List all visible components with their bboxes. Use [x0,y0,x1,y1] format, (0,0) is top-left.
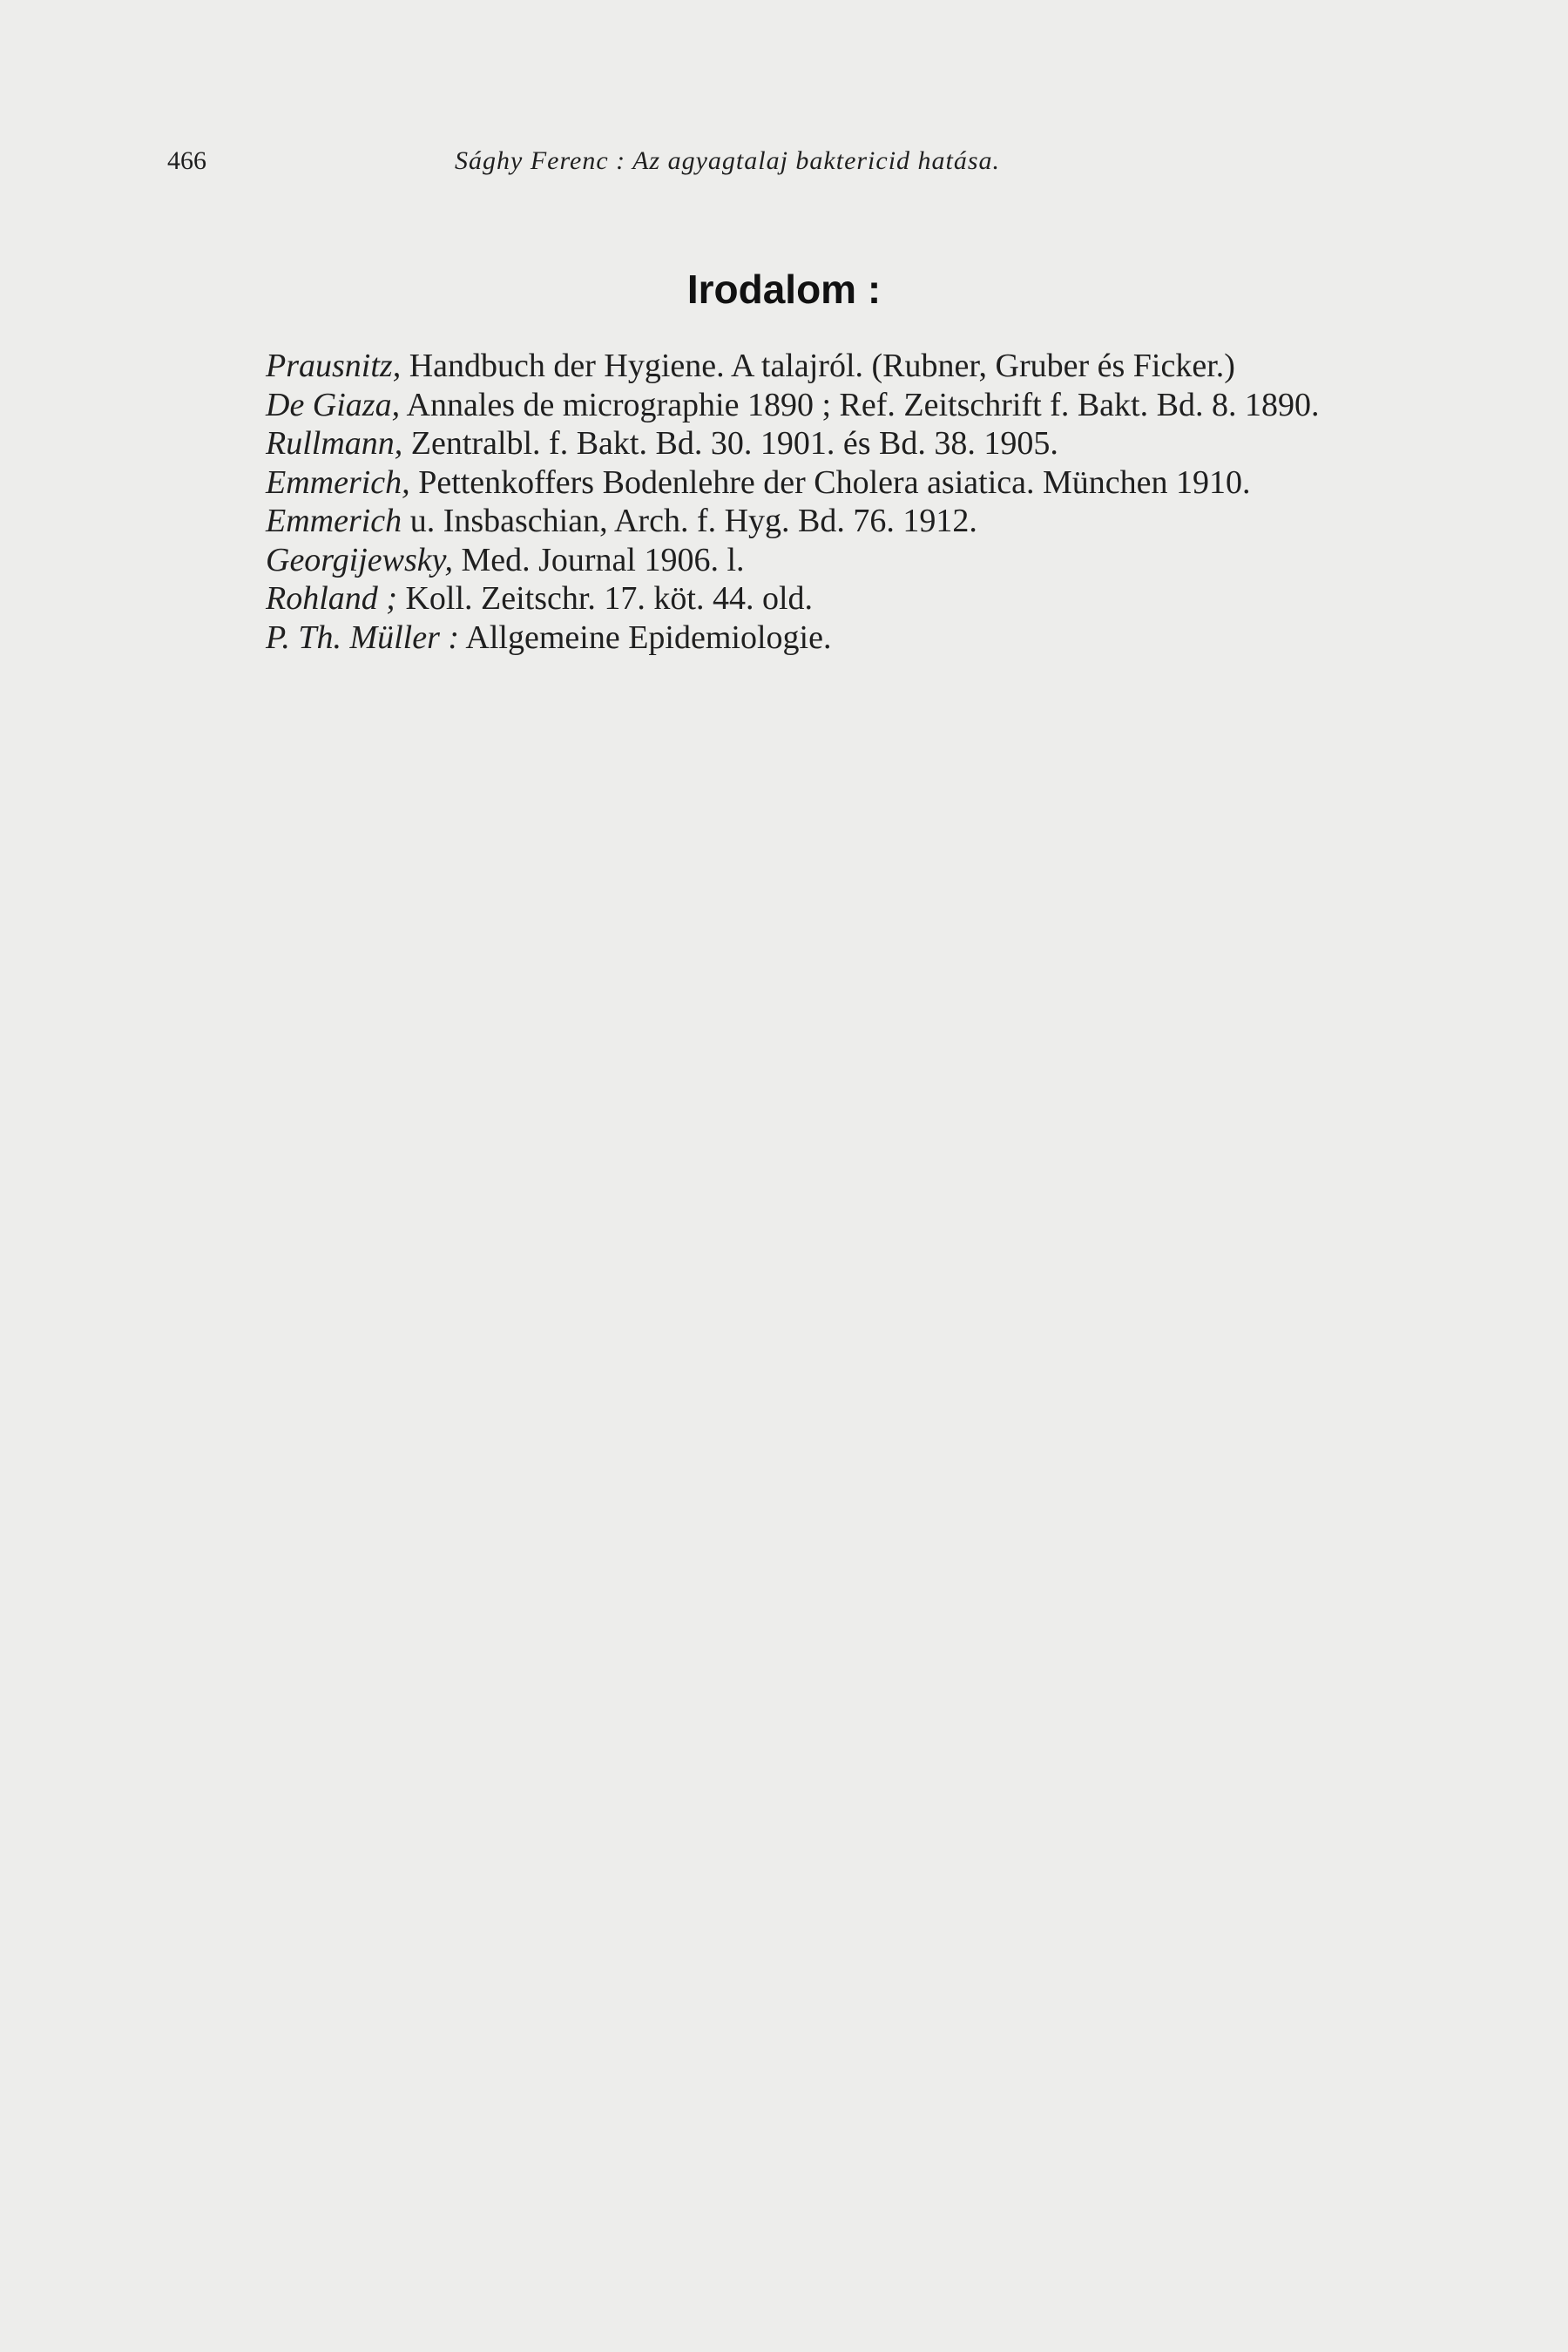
reference-item [157,618,1429,658]
reference-author: De Giaza, [266,386,401,423]
reference-text: Annales de micrographie 1890 ; Ref. Zeitschrift f. Bakt. Bd. 8. 1890. [400,386,1320,423]
reference-author: Rullmann, [266,425,403,462]
reference-item [157,347,1429,386]
reference-author: P. Th. Müller : [266,618,460,656]
running-head: Sághy Ferenc : Az agyagtalaj baktericid hatása. [455,146,1001,175]
reference-author: Prausnitz, [266,348,402,384]
reference-item [157,502,1429,541]
reference-text: Pettenkoffers Bodenlehre der Cholera asiatica. München 1910. [409,463,1251,501]
reference-author: Emmerich, [266,463,410,501]
reference-author: Georgijewsky, [266,541,453,578]
reference-text: u. Insbaschian, Arch. f. Hyg. Bd. 76. 1912. [402,503,977,539]
reference-text: Zentralbl. f. Bakt. Bd. 30. 1901. és Bd. 38. 1905. [402,425,1058,462]
reference-list [157,347,1429,657]
reference-item [157,424,1429,463]
reference-text: Handbuch der Hygiene. A talajról. (Rubner, Gruber és Ficker.) [401,348,1235,384]
reference-item [157,463,1429,503]
page-number: 466 [167,146,206,175]
reference-item [157,579,1429,618]
reference-author: Rohland ; [266,580,397,617]
reference-item [157,541,1429,580]
reference-text: Koll. Zeitschr. 17. köt. 44. old. [396,580,814,617]
page-header [167,146,1213,181]
reference-text: Allgemeine Epidemiologie. [459,618,832,656]
reference-text: Med. Journal 1906. l. [452,541,745,578]
reference-author: Emmerich [266,503,402,539]
section-title: Irodalom : [686,267,882,312]
reference-item [157,386,1429,425]
